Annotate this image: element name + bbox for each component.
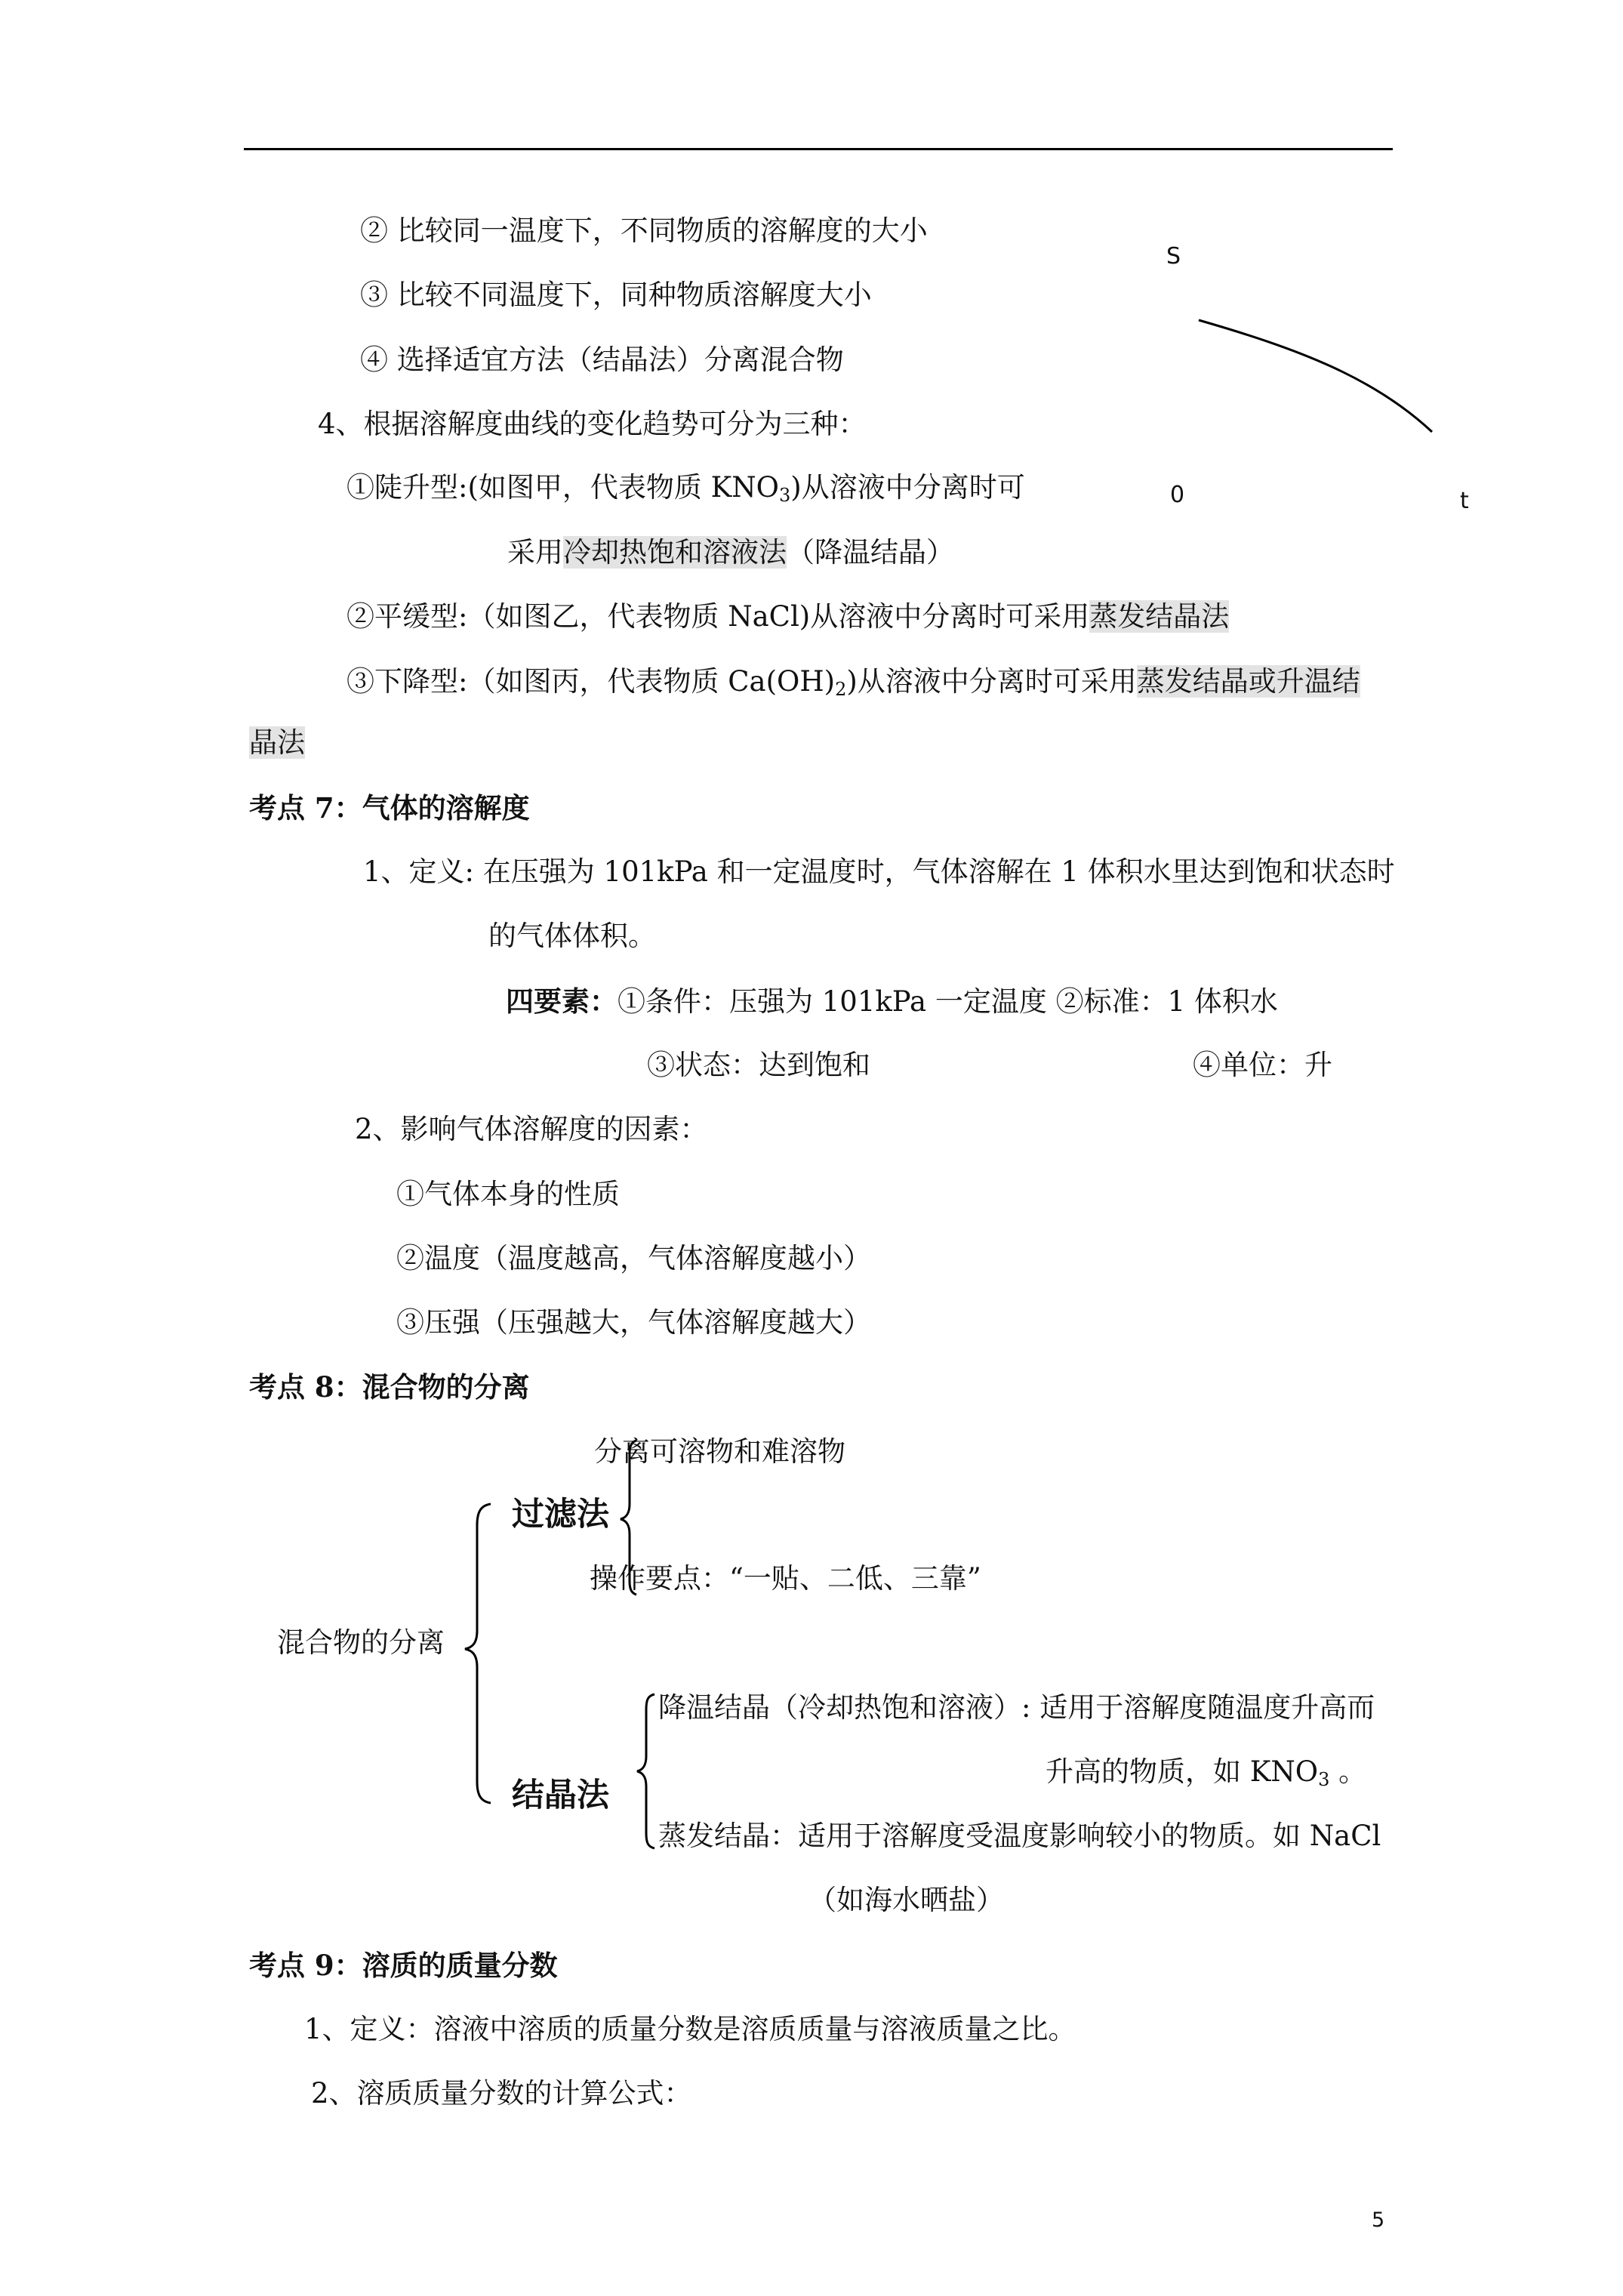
use-item-3: ③ 比较不同温度下，同种物质溶解度大小 [360,279,872,311]
four-elements-unit: ④单位：升 [1193,1049,1332,1081]
section9-heading: 考点 9：溶质的质量分数 [249,1949,558,1982]
method-highlight: 蒸发结晶法 [1089,600,1230,633]
trend-flat-line: ②平缓型:（如图乙，代表物质 NaCl)从溶液中分离时可采用蒸发结晶法 [346,600,1230,633]
gas-factors-title: 2、影响气体溶解度的因素： [355,1113,708,1145]
crystal-point-2: 蒸发结晶：适用于溶解度受温度影响较小的物质。如 NaCl [658,1820,1381,1852]
four-elements-state: ③状态：达到饱和 [647,1049,870,1081]
trend-steep-line2: 采用冷却热饱和溶液法（降温结晶） [507,536,954,569]
gas-factor-3: ③压强（压强越大，气体溶解度越大） [396,1306,871,1339]
gas-factor-1: ①气体本身的性质 [396,1178,620,1210]
gas-definition-line1: 1、定义: 在压强为 101kPa 和一定温度时，气体溶解在 1 体积水里达到饱和状态时 [363,855,1395,888]
trend-steep-line1: ①陡升型:(如图甲，代表物质 $KNO_3$)从溶液中分离时可 [346,471,1025,506]
crystal-brace [637,1694,654,1848]
use-item-2: ② 比较同一温度下，不同物质的溶解度的大小 [360,214,928,247]
curve-x-label: t [1460,488,1469,514]
four-elements-line1: 四要素：①条件：压强为 101kPa 一定温度 ②标准：1 体积水 [506,985,1278,1018]
mass-fraction-formula-title: 2、溶质质量分数的计算公式： [311,2077,692,2110]
crystal-point-1-cont: 升高的物质，如 $KNO_3$ 。 [1046,1755,1367,1790]
page-number: 5 [1372,2208,1385,2232]
method-highlight: 蒸发结晶或升温结 [1136,665,1360,698]
filter-method: 过滤法 [512,1496,609,1533]
trend-down-line1: ③下降型:（如图丙，代表物质 $Ca(OH)_2$)从溶液中分离时可采用蒸发结晶或升温结 [346,665,1360,700]
trends-title: 4、根据溶解度曲线的变化趋势可分为三种： [318,408,867,440]
crystal-point-2-cont: （如海水晒盐） [808,1884,1004,1916]
filter-point-2: 操作要点：“一贴、二低、三靠” [590,1562,981,1595]
section8-heading: 考点 8：混合物的分离 [249,1370,530,1404]
main-brace [465,1504,491,1803]
curve-origin-label: 0 [1170,482,1185,508]
method-highlight: 冷却热饱和溶液法 [563,536,787,569]
filter-point-1: 分离可溶物和难溶物 [594,1435,845,1468]
separation-root: 混合物的分离 [277,1626,445,1659]
method-highlight: 晶法 [249,726,305,759]
gas-factor-2: ②温度（温度越高，气体溶解度越小） [396,1242,871,1274]
gas-definition-line2: 的气体体积。 [488,920,656,952]
solubility-curve [1199,320,1432,432]
section7-heading: 考点 7：气体的溶解度 [249,791,530,824]
crystal-point-1: 降温结晶（冷却热饱和溶液）: 适用于溶解度随温度升高而 [658,1691,1375,1724]
mass-fraction-definition: 1、定义：溶液中溶质的质量分数是溶质质量与溶液质量之比。 [304,2013,1076,2045]
crystal-method: 结晶法 [512,1777,609,1814]
use-item-4: ④ 选择适宜方法（结晶法）分离混合物 [360,344,844,376]
filter-brace [621,1441,636,1595]
curve-y-label: S [1166,243,1181,270]
